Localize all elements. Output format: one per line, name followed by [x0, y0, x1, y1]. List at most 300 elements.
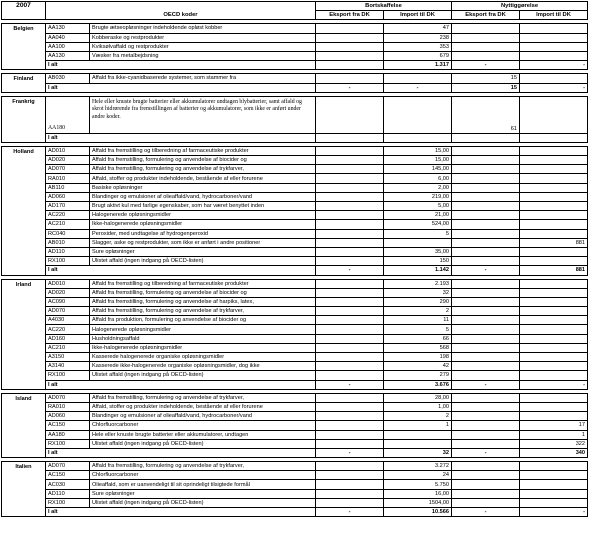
disposal-import-value: 11 [384, 316, 452, 325]
oecd-code: AD070 [46, 165, 90, 174]
recovery-import-value [520, 257, 588, 266]
recovery-export-value [452, 489, 520, 498]
recovery-export-value [452, 371, 520, 380]
disposal-export-value [316, 297, 384, 306]
total-disposal-import [384, 133, 452, 142]
oecd-code: AD060 [46, 412, 90, 421]
recovery-export-value [452, 146, 520, 155]
disposal-import-value: 5.750 [384, 480, 452, 489]
table-row [2, 96, 588, 133]
waste-description: Ikke-halogenerede opløsningsmidler [90, 220, 316, 229]
recovery-export-value [452, 183, 520, 192]
oecd-code: AC210 [46, 343, 90, 352]
disposal-export-value [316, 183, 384, 192]
recovery-import-value [520, 51, 588, 60]
disposal-export-value [316, 343, 384, 352]
disposal-import-value: 2 [384, 412, 452, 421]
table-row [2, 371, 588, 380]
waste-description: Halogenerede opløsningsmidler [90, 325, 316, 334]
oecd-code: AB030 [46, 74, 90, 83]
waste-description: Affald fra fremstilling, formulering og anvendelse af trykfarver, [90, 165, 316, 174]
recovery-export-value [452, 247, 520, 256]
oecd-code: AA180 [46, 96, 90, 133]
oecd-code: AD010 [46, 146, 90, 155]
recovery-import-value [520, 343, 588, 352]
total-disposal-import: 32 [384, 448, 452, 457]
table-row [2, 192, 588, 201]
waste-description: Blandinger og emulsioner af olieaffald/vand, hydrocarboner/vand [90, 192, 316, 201]
disposal-import-value: 15,00 [384, 146, 452, 155]
disposal-export-value [316, 362, 384, 371]
disposal-import-value: 32 [384, 288, 452, 297]
table-row [2, 489, 588, 498]
disposal-export-value [316, 165, 384, 174]
waste-description: Basiske opløsninger [90, 183, 316, 192]
total-recovery-export: - [452, 448, 520, 457]
disposal-import-value: 2,00 [384, 183, 452, 192]
recovery-import-value [520, 371, 588, 380]
recovery-export-value: 15 [452, 74, 520, 83]
total-disposal-import: 3.676 [384, 380, 452, 389]
waste-description: Ulistet affald (ingen indgang på OECD-listen) [90, 257, 316, 266]
waste-trade-table [1, 1, 588, 517]
total-row [2, 61, 588, 70]
table-row [2, 297, 588, 306]
disposal-import-value: 15,00 [384, 156, 452, 165]
total-recovery-export: - [452, 380, 520, 389]
oecd-code: RX100 [46, 371, 90, 380]
disposal-import-value: 47 [384, 24, 452, 33]
recovery-import-value [520, 316, 588, 325]
disposal-export-value [316, 353, 384, 362]
disposal-import-value [384, 96, 452, 133]
country-name: Belgien [2, 24, 46, 70]
disposal-export-value [316, 156, 384, 165]
recovery-import-value [520, 471, 588, 480]
waste-description: Affald fra fremstilling og tilberedning af farmaceutiske produkter [90, 279, 316, 288]
recovery-export-value [452, 402, 520, 411]
recovery-import-value [520, 165, 588, 174]
disposal-export-value [316, 51, 384, 60]
waste-description: Affald fra fremstilling, formulering og anvendelse af biocider og [90, 288, 316, 297]
waste-description: Affald, stoffer og produkter indeholdende, bestående af eller forurene [90, 402, 316, 411]
oecd-code: AB010 [46, 238, 90, 247]
disposal-import-value [384, 74, 452, 83]
recovery-import-value [520, 42, 588, 51]
table-row [2, 288, 588, 297]
recovery-export-value [452, 220, 520, 229]
disposal-import-value: 2 [384, 307, 452, 316]
disposal-import-value: 2.193 [384, 279, 452, 288]
table-row [2, 393, 588, 402]
oecd-code: AD110 [46, 489, 90, 498]
oecd-code: AC150 [46, 421, 90, 430]
waste-description: Affald fra fremstilling og tilberedning af farmaceutiske produkter [90, 146, 316, 155]
recovery-export-value [452, 156, 520, 165]
total-recovery-import: - [520, 508, 588, 517]
table-row [2, 498, 588, 507]
recovery-export-value [452, 334, 520, 343]
total-recovery-import: 340 [520, 448, 588, 457]
oecd-code: AD020 [46, 156, 90, 165]
recovery-export-value [452, 297, 520, 306]
recovery-import-value [520, 462, 588, 471]
disposal-export-value [316, 174, 384, 183]
recovery-export-value [452, 393, 520, 402]
waste-description: Hele eller knuste brugte batterier eller akkumulatorer undtagen blybatterier, samt affald og skrot hidrørende fra fremstillingen af batterier og akkumulatorer, som ikke er anført under andre koder. [90, 96, 316, 133]
disposal-import-value: 1 [384, 421, 452, 430]
recovery-export-value [452, 307, 520, 316]
recovery-export-value [452, 480, 520, 489]
disposal-export-value [316, 402, 384, 411]
table-row [2, 421, 588, 430]
oecd-code: RA010 [46, 174, 90, 183]
oecd-code: A3140 [46, 362, 90, 371]
recovery-export-value [452, 412, 520, 421]
oecd-code: AD070 [46, 393, 90, 402]
col-header-import-disposal: Import til DK [384, 11, 452, 20]
disposal-export-value [316, 192, 384, 201]
oecd-code: AC150 [46, 471, 90, 480]
table-row [2, 165, 588, 174]
oecd-code: AA100 [46, 42, 90, 51]
total-disposal-import: 1.142 [384, 266, 452, 275]
total-recovery-import [520, 133, 588, 142]
disposal-export-value [316, 247, 384, 256]
recovery-export-value [452, 325, 520, 334]
oecd-code: AC220 [46, 211, 90, 220]
group-header-recovery: Nyttiggørelse [452, 2, 588, 11]
recovery-import-value [520, 220, 588, 229]
waste-description: Peroxider, med undtagelse af hydrogenperoxid [90, 229, 316, 238]
total-disposal-export: - [316, 508, 384, 517]
disposal-export-value [316, 257, 384, 266]
table-row [2, 211, 588, 220]
disposal-import-value: 66 [384, 334, 452, 343]
recovery-import-value [520, 393, 588, 402]
oecd-code: RA010 [46, 402, 90, 411]
disposal-import-value: 145,00 [384, 165, 452, 174]
recovery-import-value [520, 325, 588, 334]
recovery-import-value [520, 362, 588, 371]
recovery-import-value [520, 24, 588, 33]
table-row [2, 430, 588, 439]
recovery-import-value [520, 334, 588, 343]
recovery-import-value: 17 [520, 421, 588, 430]
total-disposal-import: - [384, 83, 452, 92]
recovery-import-value: 881 [520, 238, 588, 247]
total-recovery-import: - [520, 380, 588, 389]
waste-description: Affald fra ikke-cyanidbaserede systemer, som stammer fra [90, 74, 316, 83]
table-row [2, 257, 588, 266]
disposal-import-value: 5 [384, 325, 452, 334]
table-row [2, 307, 588, 316]
country-name: Holland [2, 146, 46, 275]
waste-description: Affald fra fremstilling, formulering og anvendelse af trykfarver, [90, 307, 316, 316]
total-recovery-import: - [520, 83, 588, 92]
table-row [2, 146, 588, 155]
waste-description: Væsker fra metalbejdsning [90, 51, 316, 60]
recovery-export-value [452, 174, 520, 183]
table-row [2, 174, 588, 183]
waste-description: Halogenerede opløsningsmidler [90, 211, 316, 220]
disposal-export-value [316, 462, 384, 471]
disposal-import-value: 279 [384, 371, 452, 380]
table-row [2, 471, 588, 480]
total-row [2, 133, 588, 142]
disposal-import-value: 3.272 [384, 462, 452, 471]
col-header-export-disposal: Eksport fra DK [316, 11, 384, 20]
recovery-import-value [520, 174, 588, 183]
oecd-code: AC090 [46, 297, 90, 306]
disposal-export-value [316, 74, 384, 83]
disposal-import-value: 16,00 [384, 489, 452, 498]
waste-description: Kasserede halogenerede organiske opløsningsmidler [90, 353, 316, 362]
disposal-export-value [316, 96, 384, 133]
recovery-export-value: 61 [452, 96, 520, 133]
recovery-import-value [520, 279, 588, 288]
waste-description: Chlorfluorcarboner [90, 421, 316, 430]
recovery-import-value: 322 [520, 439, 588, 448]
disposal-import-value: 5,00 [384, 202, 452, 211]
disposal-import-value [384, 430, 452, 439]
oecd-code: AD070 [46, 462, 90, 471]
disposal-export-value [316, 489, 384, 498]
waste-description: Affald fra fremstilling, formulering og anvendelse af trykfarver, [90, 462, 316, 471]
total-recovery-export: - [452, 508, 520, 517]
table-row [2, 42, 588, 51]
disposal-export-value [316, 439, 384, 448]
disposal-import-value: 290 [384, 297, 452, 306]
table-row [2, 156, 588, 165]
table-row [2, 480, 588, 489]
total-disposal-export: - [316, 448, 384, 457]
group-header-disposal: Bortskaffelse [316, 2, 452, 11]
recovery-import-value: 1 [520, 430, 588, 439]
disposal-export-value [316, 288, 384, 297]
recovery-import-value [520, 288, 588, 297]
disposal-import-value: 5 [384, 229, 452, 238]
table-row [2, 33, 588, 42]
oecd-code: RX100 [46, 498, 90, 507]
recovery-export-value [452, 202, 520, 211]
total-disposal-import: 10.566 [384, 508, 452, 517]
disposal-import-value: 24 [384, 471, 452, 480]
disposal-import-value: 28,00 [384, 393, 452, 402]
recovery-import-value [520, 146, 588, 155]
oecd-code: AD160 [46, 334, 90, 343]
country-name: Frankrig [2, 96, 46, 142]
total-label: I alt [46, 61, 316, 70]
table-row [2, 439, 588, 448]
disposal-import-value: 238 [384, 33, 452, 42]
disposal-export-value [316, 316, 384, 325]
table-row [2, 343, 588, 352]
oecd-codes-header: OECD koder [46, 2, 316, 20]
recovery-export-value [452, 430, 520, 439]
waste-description: Ikke-halogenerede opløsningsmidler [90, 343, 316, 352]
recovery-export-value [452, 362, 520, 371]
country-name: Irland [2, 279, 46, 389]
waste-description: Affald fra fremstilling, formulering og anvendelse af harpiks, latex, [90, 297, 316, 306]
country-name: Finland [2, 74, 46, 92]
recovery-export-value [452, 257, 520, 266]
recovery-import-value [520, 96, 588, 133]
table-row [2, 51, 588, 60]
oecd-code: AD110 [46, 247, 90, 256]
disposal-export-value [316, 393, 384, 402]
disposal-import-value: 679 [384, 51, 452, 60]
total-row [2, 448, 588, 457]
table-row [2, 412, 588, 421]
total-disposal-export: - [316, 380, 384, 389]
total-label: I alt [46, 448, 316, 457]
oecd-code: AA130 [46, 51, 90, 60]
recovery-export-value [452, 439, 520, 448]
waste-description: Husholdningsaffald [90, 334, 316, 343]
oecd-code: AD170 [46, 202, 90, 211]
recovery-import-value [520, 192, 588, 201]
oecd-code: AC210 [46, 220, 90, 229]
waste-description: Ulistet affald (ingen indgang på OECD-listen) [90, 439, 316, 448]
disposal-import-value: 42 [384, 362, 452, 371]
disposal-import-value: 524,00 [384, 220, 452, 229]
recovery-export-value [452, 192, 520, 201]
recovery-import-value [520, 74, 588, 83]
recovery-export-value [452, 51, 520, 60]
recovery-export-value [452, 238, 520, 247]
recovery-export-value [452, 462, 520, 471]
country-name: Italien [2, 462, 46, 517]
oecd-code: A3150 [46, 353, 90, 362]
disposal-export-value [316, 42, 384, 51]
waste-description: Ulistet affald (ingen indgang på OECD-listen) [90, 371, 316, 380]
disposal-export-value [316, 220, 384, 229]
recovery-export-value [452, 211, 520, 220]
recovery-import-value [520, 202, 588, 211]
recovery-import-value [520, 33, 588, 42]
disposal-import-value: 21,00 [384, 211, 452, 220]
disposal-import-value: 1,00 [384, 402, 452, 411]
total-disposal-import: 1.317 [384, 61, 452, 70]
disposal-export-value [316, 33, 384, 42]
table-row [2, 229, 588, 238]
disposal-export-value [316, 211, 384, 220]
waste-description: Olieaffald, som er uanvendeligt til sit oprindeligt tilsigtede formål [90, 480, 316, 489]
total-recovery-export: 15 [452, 83, 520, 92]
waste-description: Hele eller knuste brugte batterier eller akkumulatorer, undtagen [90, 430, 316, 439]
total-row [2, 508, 588, 517]
table-row [2, 362, 588, 371]
recovery-import-value [520, 229, 588, 238]
disposal-export-value [316, 238, 384, 247]
oecd-code: A4030 [46, 316, 90, 325]
recovery-export-value [452, 353, 520, 362]
recovery-export-value [452, 498, 520, 507]
disposal-export-value [316, 202, 384, 211]
oecd-code: RC040 [46, 229, 90, 238]
waste-description: Ulistet affald (ingen indgang på OECD-listen) [90, 498, 316, 507]
recovery-export-value [452, 165, 520, 174]
table-row [2, 334, 588, 343]
table-row [2, 316, 588, 325]
recovery-import-value [520, 489, 588, 498]
oecd-code: AC030 [46, 480, 90, 489]
table-row [2, 202, 588, 211]
year-header: 2007 [2, 2, 46, 20]
table-row [2, 74, 588, 83]
recovery-import-value [520, 183, 588, 192]
oecd-code: AA130 [46, 24, 90, 33]
waste-description: Affald, stoffer og produkter indeholdende, bestående af eller forurene [90, 174, 316, 183]
recovery-export-value [452, 42, 520, 51]
table-row [2, 402, 588, 411]
recovery-export-value [452, 288, 520, 297]
country-name: Island [2, 393, 46, 457]
total-recovery-export [452, 133, 520, 142]
recovery-import-value [520, 297, 588, 306]
total-row [2, 83, 588, 92]
disposal-import-value: 35,00 [384, 247, 452, 256]
table-row [2, 220, 588, 229]
table-row [2, 24, 588, 33]
waste-description: Kviksølvaffald og restprodukter [90, 42, 316, 51]
disposal-import-value: 568 [384, 343, 452, 352]
recovery-export-value [452, 343, 520, 352]
waste-description: Affald fra fremstilling, formulering og anvendelse af trykfarver, [90, 393, 316, 402]
oecd-code: AC220 [46, 325, 90, 334]
recovery-import-value [520, 247, 588, 256]
recovery-import-value [520, 480, 588, 489]
waste-description: Slagger, aske og restprodukter, som ikke er anført i andre positioner [90, 238, 316, 247]
recovery-export-value [452, 471, 520, 480]
recovery-import-value [520, 412, 588, 421]
total-label: I alt [46, 380, 316, 389]
waste-description: Blandinger og emulsioner af olieaffald/vand, hydrocarboner/vand [90, 412, 316, 421]
recovery-import-value [520, 353, 588, 362]
disposal-export-value [316, 371, 384, 380]
disposal-import-value: 1504,00 [384, 498, 452, 507]
table-row [2, 353, 588, 362]
table-row [2, 238, 588, 247]
waste-description: Sure opløsninger [90, 489, 316, 498]
oecd-code: RX100 [46, 439, 90, 448]
recovery-export-value [452, 316, 520, 325]
total-row [2, 266, 588, 275]
disposal-export-value [316, 229, 384, 238]
waste-description: Sure opløsninger [90, 247, 316, 256]
recovery-export-value [452, 421, 520, 430]
disposal-export-value [316, 146, 384, 155]
disposal-export-value [316, 307, 384, 316]
table-row [2, 183, 588, 192]
recovery-export-value [452, 33, 520, 42]
header-row-1 [2, 2, 588, 11]
oecd-code: RX100 [46, 257, 90, 266]
recovery-import-value [520, 307, 588, 316]
recovery-import-value [520, 402, 588, 411]
total-recovery-import: 881 [520, 266, 588, 275]
oecd-code: AB110 [46, 183, 90, 192]
col-header-import-recovery: Import til DK [520, 11, 588, 20]
waste-description: Kasserede ikke-halogenerede organiske opløsningsmidler, dog ikke [90, 362, 316, 371]
disposal-export-value [316, 412, 384, 421]
total-label: I alt [46, 508, 316, 517]
waste-description: Affald fra fremstilling, formulering og anvendelse af biocider og [90, 156, 316, 165]
waste-description: Chlorfluorcarboner [90, 471, 316, 480]
table-row [2, 462, 588, 471]
table-row [2, 247, 588, 256]
